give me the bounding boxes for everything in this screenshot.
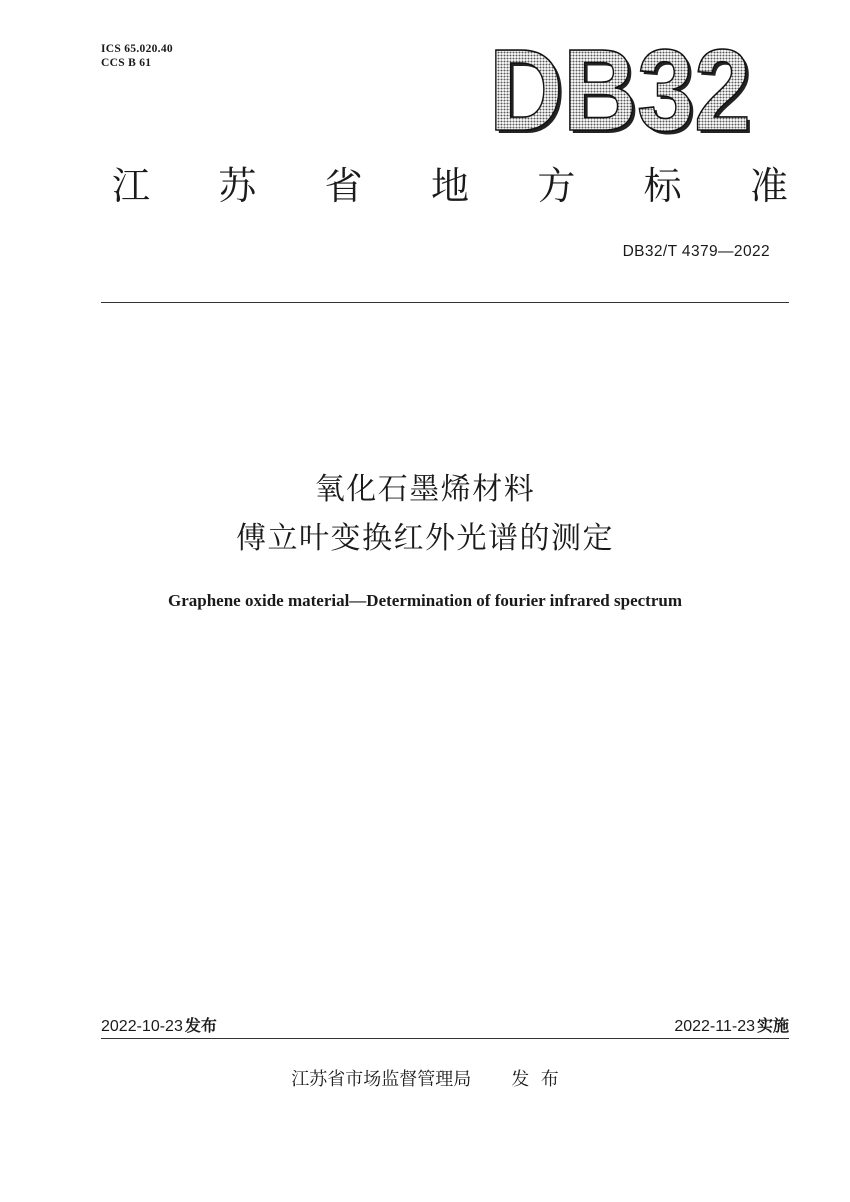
publisher-name: 江苏省市场监督管理局 (291, 1069, 472, 1090)
implement-label: 实施 (756, 1016, 789, 1035)
publish-date: 2022-10-23 (101, 1018, 183, 1035)
top-divider (101, 302, 789, 303)
standard-type-title (112, 160, 788, 212)
standard-number: DB32/T 4379—2022 (622, 243, 770, 260)
document-title-english: Graphene oxide material—Determination of fourier infrared spectrum (168, 591, 682, 610)
standard-type-char: 准 (749, 164, 788, 208)
standard-type-char: 苏 (218, 164, 257, 208)
document-title-line2: 傅立叶变换红外光谱的测定 (236, 521, 614, 556)
standard-type-char: 方 (537, 164, 576, 208)
logo-shadow-text: DB32 (492, 36, 754, 144)
standard-type-char: 江 (112, 164, 151, 208)
publish-label: 发布 (184, 1016, 217, 1035)
standard-type-char: 省 (324, 164, 363, 208)
classification-codes (101, 42, 173, 70)
bottom-divider (101, 1038, 789, 1039)
logo-text: DB32 (489, 36, 751, 144)
publisher-action: 发 布 (511, 1069, 559, 1090)
publish-date-block (101, 1013, 217, 1036)
db32-logo (488, 36, 758, 144)
publisher-line (0, 1065, 850, 1091)
standard-type-char: 地 (430, 164, 469, 208)
ics-code: ICS 65.020.40 (101, 43, 173, 55)
standard-type-char: 标 (643, 164, 682, 208)
document-title-line1: 氧化石墨烯材料 (314, 472, 536, 507)
implement-date: 2022-11-23 (674, 1018, 755, 1035)
ccs-code: CCS B 61 (101, 57, 152, 69)
implement-date-block (674, 1013, 789, 1036)
